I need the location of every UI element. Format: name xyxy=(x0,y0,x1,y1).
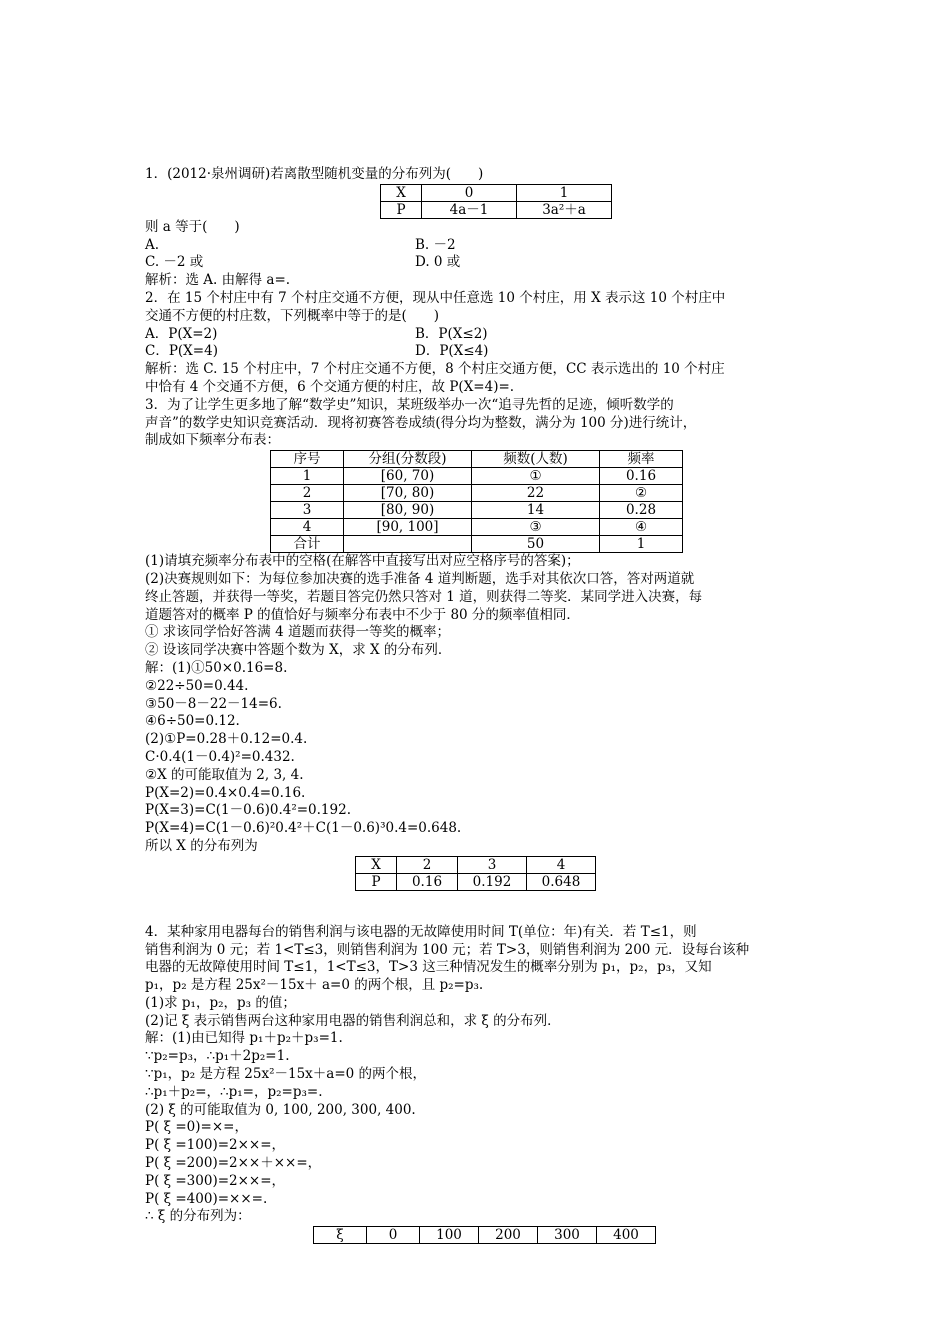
q1-analysis: 解析：选 A. 由解得 a=. xyxy=(145,272,291,289)
option-a: A. xyxy=(145,236,160,253)
document-page xyxy=(145,166,825,1244)
q3-body-line: ②22÷50=0.44. xyxy=(145,677,249,694)
q4-line: ∴p₁＋p₂=，∴p₁=，p₂=p₃=. xyxy=(145,1083,323,1100)
q3-body-line: 道题答对的概率 P 的值恰好与频率分布表中不少于 80 分的频率值相同． xyxy=(145,606,580,623)
q4-line: 销售利润为 0 元；若 1<T≤3，则销售利润为 100 元；若 T>3，则销售利润为 200 元．设每台该种 xyxy=(145,941,750,958)
q1-distribution-table xyxy=(380,184,612,219)
q3-body-line: ① 求该同学恰好答满 4 道题而获得一等奖的概率； xyxy=(145,624,450,641)
q4-line: P( ξ =200)=2××＋××=， xyxy=(145,1155,322,1172)
q4-line: 解：(1)由已知得 p₁＋p₂＋p₃=1. xyxy=(145,1030,343,1047)
table-row: 3 [80, 90) 14 0.28 xyxy=(271,502,683,519)
q4-distribution-table xyxy=(313,1226,656,1244)
q3-body-line: (2)①P=0.28＋0.12=0.4. xyxy=(145,731,308,748)
spacer xyxy=(145,891,825,924)
option-d: D．P(X≤4) xyxy=(415,343,489,360)
q2-analysis-line: 中恰有 4 个交通不方便，6 个交通方便的村庄，故 P(X=4)=. xyxy=(145,378,515,395)
q3-frequency-table xyxy=(270,450,683,553)
table-row: ξ 0 100 200 300 400 xyxy=(314,1227,656,1244)
q3-body-line: 解：(1)①50×0.16=8. xyxy=(145,659,288,676)
q3-distribution-table xyxy=(355,856,596,891)
q3-body-line: C·0.4(1－0.4)²=0.432. xyxy=(145,748,295,765)
table-row: X 2 3 4 xyxy=(356,856,596,873)
q3-body-line: P(X=3)=C(1－0.6)0.4²=0.192. xyxy=(145,802,351,819)
q2-stem-line: 2．在 15 个村庄中有 7 个村庄交通不方便，现从中任意选 10 个村庄，用 X 表示这 10 个村庄中 xyxy=(145,289,726,306)
q3-body-line: P(X=4)=C(1－0.6)²0.4²＋C(1－0.6)³0.4=0.648. xyxy=(145,820,462,837)
q3-body-line: ② 设该同学决赛中答题个数为 X，求 X 的分布列． xyxy=(145,642,452,659)
table-row: P 0.16 0.192 0.648 xyxy=(356,873,596,890)
q1-ask: 则 a 等于( ) xyxy=(145,218,240,235)
q4-line: (1)求 p₁，p₂，p₃ 的值； xyxy=(145,994,296,1011)
q4-line: (2)记 ξ 表示销售两台这种家用电器的销售利润总和，求 ξ 的分布列． xyxy=(145,1012,561,1029)
q4-line: 4．某种家用电器每台的销售利润与该电器的无故障使用时间 T(单位：年)有关．若 T≤1，则 xyxy=(145,923,697,940)
table-row: P 4a－1 3a²＋a xyxy=(381,201,612,218)
q3-body-line: (2)决赛规则如下：为每位参加决赛的选手准备 4 道判断题，选手对其依次口答，答对两道就 xyxy=(145,570,695,587)
q3-body-line: (1)请填充频率分布表中的空格(在解答中直接写出对应空格序号的答案)； xyxy=(145,553,580,570)
q2-options-row-1 xyxy=(145,326,825,344)
table-header-row: 序号 分组(分数段) 频数(人数) 频率 xyxy=(271,451,683,468)
q4-line: 电器的无故障使用时间 T≤1，1<T≤3，T>3 这三种情况发生的概率分别为 p₁，p₂，p₃，又知 xyxy=(145,959,712,976)
q4-line: p₁，p₂ 是方程 25x²－15x＋ a=0 的两个根，且 p₂=p₃. xyxy=(145,977,484,994)
q3-stem-line: 声音”的数学史知识竞赛活动．现将初赛答卷成绩(得分均为整数，满分为 100 分)进行统计， xyxy=(145,414,697,431)
q4-line: ∵p₁，p₂ 是方程 25x²－15x＋a=0 的两个根， xyxy=(145,1066,427,1083)
option-c: C. －2 或 xyxy=(145,254,204,271)
q3-body-line: 终止答题，并获得一等奖，若题目答完仍然只答对 1 道，则获得二等奖．某同学进入决赛，每 xyxy=(145,588,703,605)
q4-line: P( ξ =0)=×=， xyxy=(145,1119,248,1136)
q3-body-line: ③50－8－22－14=6. xyxy=(145,695,282,712)
q2-analysis-line: 解析：选 C. 15 个村庄中，7 个村庄交通不方便，8 个村庄交通方便，CC 表示选出的 10 个村庄 xyxy=(145,361,725,378)
table-row: 合计 50 1 xyxy=(271,536,683,553)
q1-options-row-1 xyxy=(145,237,825,255)
table-row: 1 [60, 70) ① 0.16 xyxy=(271,468,683,485)
q4-line: P( ξ =300)=2××=， xyxy=(145,1172,286,1189)
q3-stem-line: 制成如下频率分布表： xyxy=(145,432,280,449)
q1-options-row-2 xyxy=(145,254,825,272)
table-row: 4 [90, 100] ③ ④ xyxy=(271,519,683,536)
q4-line: ∵p₂=p₃，∴p₁＋2p₂=1. xyxy=(145,1048,290,1065)
q4-line: P( ξ =100)=2××=， xyxy=(145,1137,286,1154)
q4-line: (2) ξ 的可能取值为 0, 100, 200, 300, 400. xyxy=(145,1101,416,1118)
q3-body-line: P(X=2)=0.4×0.4=0.16. xyxy=(145,784,306,801)
table-row: X 0 1 xyxy=(381,184,612,201)
option-b: B．P(X≤2) xyxy=(415,325,488,342)
q3-body-line: 所以 X 的分布列为 xyxy=(145,837,258,854)
option-b: B. －2 xyxy=(415,236,456,253)
q2-stem-line: 交通不方便的村庄数，下列概率中等于的是( ) xyxy=(145,307,440,324)
q3-stem-line: 3．为了让学生更多地了解“数学史”知识，某班级举办一次“追寻先哲的足迹，倾听数学的 xyxy=(145,396,674,413)
table-row: 2 [70, 80) 22 ② xyxy=(271,485,683,502)
q3-body-line: ②X 的可能取值为 2, 3, 4. xyxy=(145,766,304,783)
q4-line: P( ξ =400)=××=. xyxy=(145,1190,268,1207)
q2-options-row-2 xyxy=(145,343,825,361)
q4-line: ∴ ξ 的分布列为： xyxy=(145,1208,251,1225)
option-d: D. 0 或 xyxy=(415,254,461,271)
option-c: C．P(X=4) xyxy=(145,343,218,360)
q1-stem: 1．(2012·泉州调研)若离散型随机变量的分布列为( ) xyxy=(145,166,484,182)
q3-body-line: ④6÷50=0.12. xyxy=(145,713,240,730)
option-a: A．P(X=2) xyxy=(145,325,218,342)
